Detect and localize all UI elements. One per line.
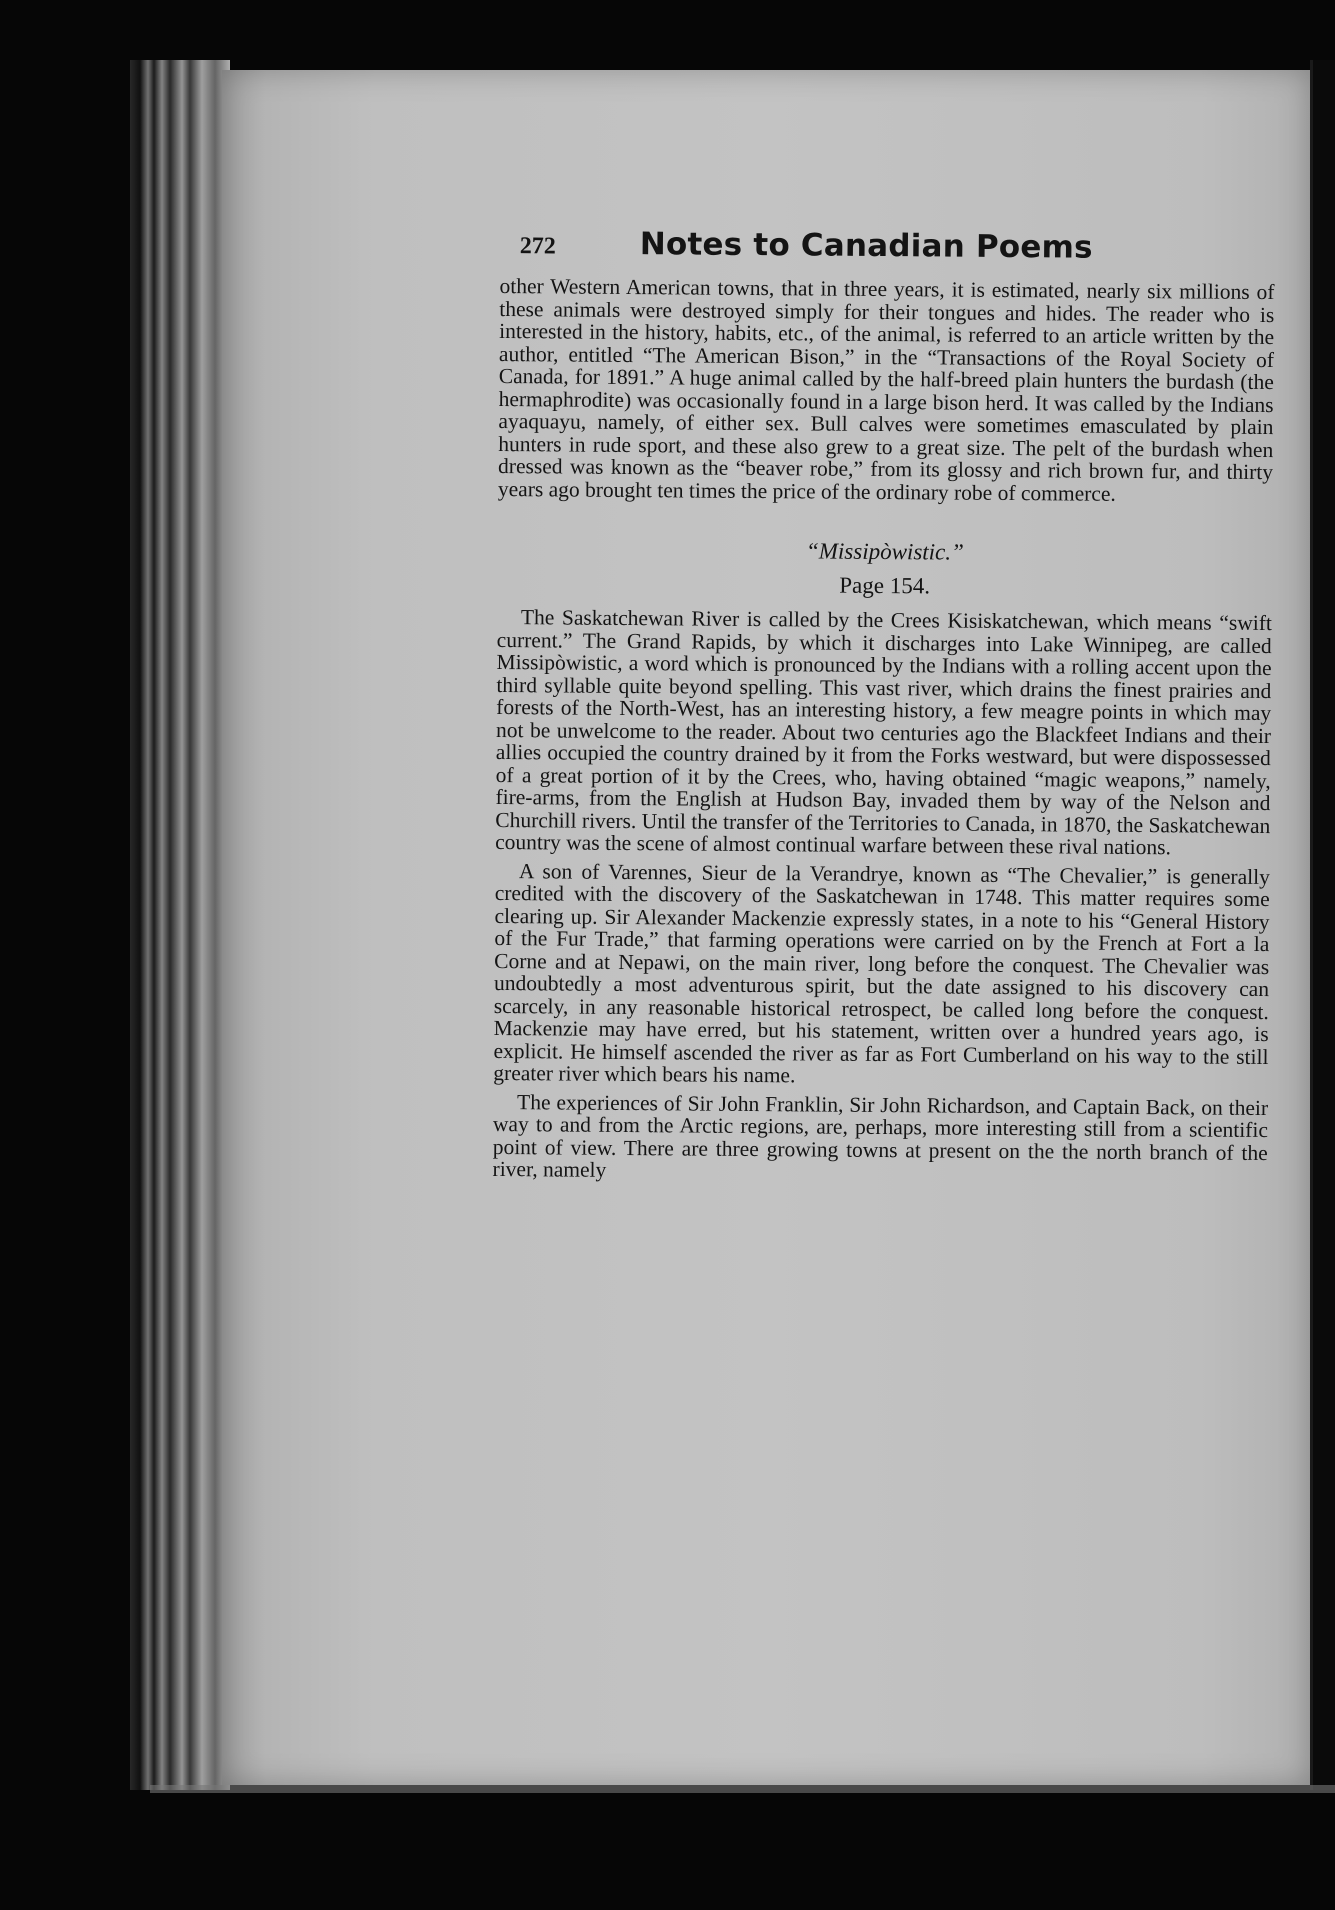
- section-heading: “Missipòwistic.”: [805, 538, 964, 565]
- paragraph-bison-continued: other Western American towns, that in three years, it is estimated, nearly six millions of these animals were destroyed simply for their tongues and hides. The reader who is interested in the history, habits, etc., of the animal, is referred to an article written by the author, entitled “The American Bison,” in the “Transactions of the Royal Society of Canada, for 1891.” A huge animal called by the half-breed plain hunters the burdash (the hermaphrodite) was occasionally found in a large bison herd. It was called by the Indians ayaquayu, namely, of either sex. Bull calves were sometimes emasculated by plain hunters in rude sport, and these also grew to a great size. The pelt of the burdash when dressed was known as the “beaver robe,” from its glossy and rich brown fur, and thirty years ago brought ten times the price of the ordinary robe of commerce.: [497, 273, 1275, 506]
- paragraph-saskatchewan-river: The Saskatchewan River is called by the Crees Kisiskatchewan, which means “swift current.” The Grand Rapids, by which it discharges into Lake Winnipeg, are called Missipòwistic, a word which is pronounced by the Indians with a rolling accent upon the third syllable quite beyond spelling. This vast river, which drains the finest prairies and forests of the North-West, has an interesting history, a few meagre points in which may not be unwelcome to the reader. About two centuries ago the Blackfeet Indians and their allies occupied the country drained by it from the Forks westward, but were dispossessed of a great portion of it by the Crees, who, having obtained “magic weapons,” namely, fire-arms, from the English at Hudson Bay, invaded them by way of the Nelson and Churchill rivers. Until the transfer of the Territories to Canada, in 1870, the Saskatchewan country was the scene of almost continual warfare between these rival nations.: [495, 605, 1272, 860]
- book-spine-edge: [130, 60, 230, 1790]
- page-bottom-border: [150, 1785, 1335, 1793]
- running-title: Notes to Canadian Poems: [639, 226, 1093, 266]
- section-page-reference: Page 154.: [839, 572, 931, 599]
- page-header: [500, 225, 1275, 267]
- page-right-border: [1310, 60, 1335, 1790]
- paragraph-verandrye: A son of Varennes, Sieur de la Verandrye, known as “The Chevalier,” is generally credited with the discovery of the Saskatchewan in 1748. This matter requires some clearing up. Sir Alexander Mackenzie expressly states, in a note to his “General History of the Fur Trade,” that farming operations were carried on by the French at Fort a la Corne and at Nepawi, on the main river, long before the conquest. The Chevalier was undoubtedly a most adventurous spirit, but the date assigned to his discovery can scarcely, in any reasonable historical retrospect, be called long before the conquest. Mackenzie may have erred, but his statement, written over a hundred years ago, is explicit. He himself ascended the river as far as Fort Cumberland on his way to the still greater river which bears his name.: [493, 858, 1271, 1088]
- page-number: 272: [519, 233, 556, 260]
- paragraph-franklin: The experiences of Sir John Franklin, Sir John Richardson, and Captain Back, on their way to and from the Arctic regions, are, perhaps, more interesting still from a scientific point of view. There are three growing towns at present on the the north branch of the river, namely: [492, 1089, 1269, 1182]
- page-content: [492, 225, 1274, 1187]
